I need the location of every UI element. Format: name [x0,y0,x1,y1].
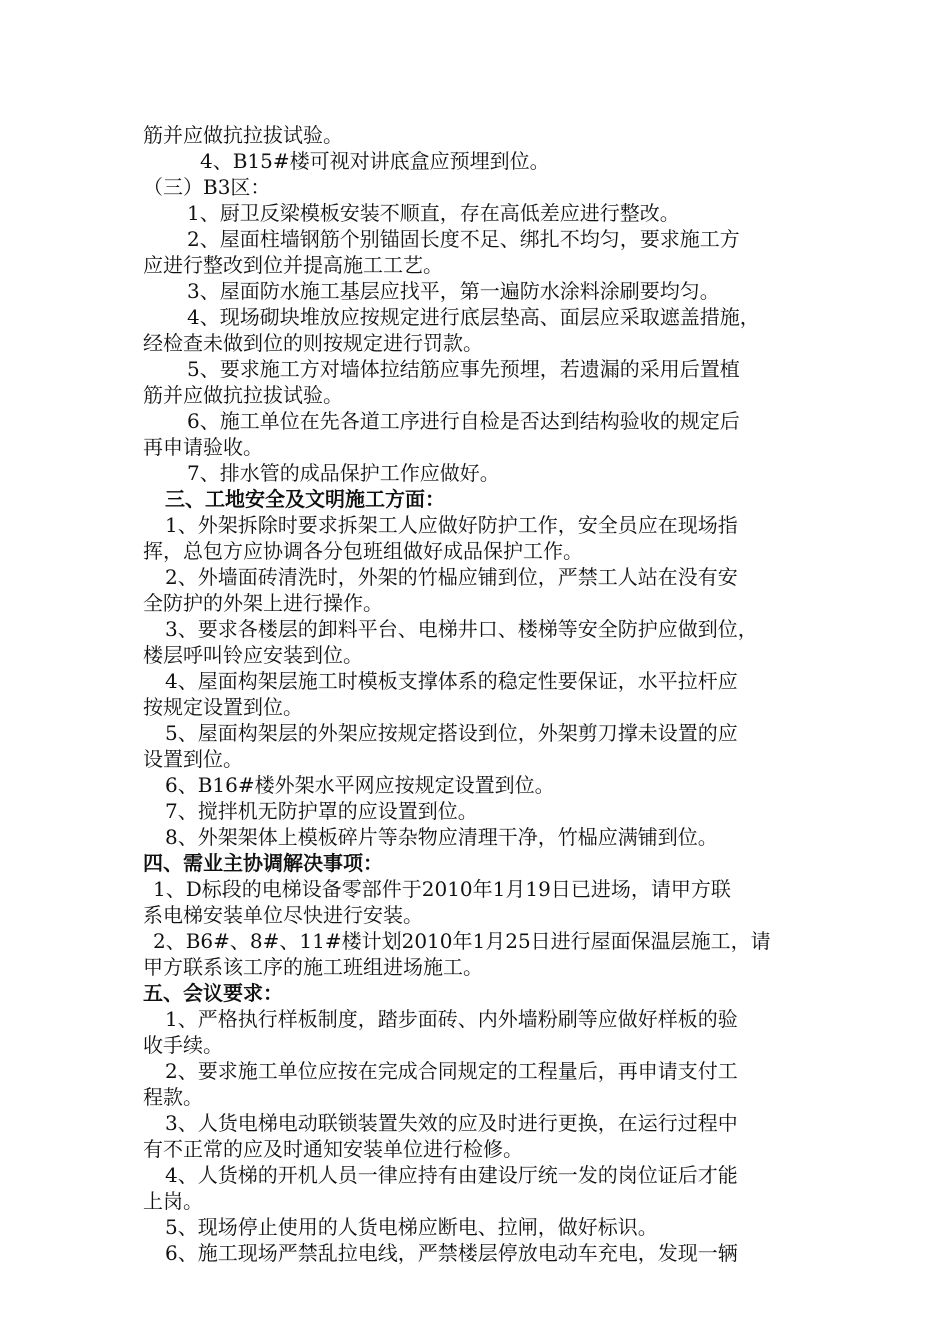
list-item: 6、B16#楼外架水平网应按规定设置到位。 [165,773,555,797]
list-item: 4、B15#楼可视对讲底盒应预埋到位。 [200,149,550,173]
section-heading: 五、会议要求： [143,981,283,1005]
list-item: 4、屋面构架层施工时模板支撑体系的稳定性要保证，水平拉杆应 [165,669,738,693]
list-item: 2、屋面柱墙钢筋个别锚固长度不足、绑扎不均匀，要求施工方 [187,227,740,251]
text-line: 程款。 [143,1085,203,1109]
list-item: 3、人货电梯电动联锁装置失效的应及时进行更换，在运行过程中 [165,1111,738,1135]
text-line: 按规定设置到位。 [143,695,303,719]
list-item: 7、排水管的成品保护工作应做好。 [187,461,500,485]
text-line: 收手续。 [143,1033,223,1057]
text-line: 筋并应做抗拉拔试验。 [143,383,343,407]
list-item: 2、B6#、8#、11#楼计划2010年1月25日进行屋面保温层施工，请 [153,929,771,953]
list-item: 1、厨卫反梁模板安装不顺直，存在高低差应进行整改。 [187,201,680,225]
list-item: 2、外墙面砖清洗时，外架的竹榀应铺到位，严禁工人站在没有安 [165,565,738,589]
text-line: 应进行整改到位并提高施工工艺。 [143,253,443,277]
list-item: 5、屋面构架层的外架应按规定搭设到位，外架剪刀撑未设置的应 [165,721,738,745]
text-line: 设置到位。 [143,747,243,771]
text-line: 有不正常的应及时通知安装单位进行检修。 [143,1137,523,1161]
text-line: 筋并应做抗拉拔试验。 [143,123,343,147]
list-item: 4、人货梯的开机人员一律应持有由建设厅统一发的岗位证后才能 [165,1163,738,1187]
list-item: 3、屋面防水施工基层应找平，第一遍防水涂料涂刷要均匀。 [187,279,720,303]
list-item: 1、严格执行样板制度，踏步面砖、内外墙粉刷等应做好样板的验 [165,1007,738,1031]
list-item: 8、外架架体上模板碎片等杂物应清理干净，竹榀应满铺到位。 [165,825,718,849]
list-item: 5、要求施工方对墙体拉结筋应事先预埋，若遗漏的采用后置植 [187,357,740,381]
section-heading: 三、工地安全及文明施工方面： [165,487,445,511]
list-item: 2、要求施工单位应按在完成合同规定的工程量后，再申请支付工 [165,1059,738,1083]
list-item: 5、现场停止使用的人货电梯应断电、拉闸，做好标识。 [165,1215,658,1239]
text-line: 全防护的外架上进行操作。 [143,591,383,615]
list-item: 7、搅拌机无防护罩的应设置到位。 [165,799,478,823]
list-item: 4、现场砌块堆放应按规定进行底层垫高、面层应采取遮盖措施， [187,305,760,329]
list-item: 3、要求各楼层的卸料平台、电梯井口、楼梯等安全防护应做到位， [165,617,758,641]
text-line: 楼层呼叫铃应安装到位。 [143,643,363,667]
list-item: 1、D标段的电梯设备零部件于2010年1月19日已进场，请甲方联 [153,877,731,901]
text-line: 系电梯安装单位尽快进行安装。 [143,903,423,927]
section-heading: 四、需业主协调解决事项： [143,851,383,875]
text-line: 经检查未做到位的则按规定进行罚款。 [143,331,483,355]
text-line: 挥，总包方应协调各分包班组做好成品保护工作。 [143,539,583,563]
list-item: 6、施工现场严禁乱拉电线，严禁楼层停放电动车充电，发现一辆 [165,1241,738,1265]
text-line: 上岗。 [143,1189,203,1213]
section-subheading: （三）B3区： [143,175,271,199]
list-item: 6、施工单位在先各道工序进行自检是否达到结构验收的规定后 [187,409,740,433]
text-line: 甲方联系该工序的施工班组进场施工。 [143,955,483,979]
text-line: 再申请验收。 [143,435,263,459]
list-item: 1、外架拆除时要求拆架工人应做好防护工作，安全员应在现场指 [165,513,738,537]
